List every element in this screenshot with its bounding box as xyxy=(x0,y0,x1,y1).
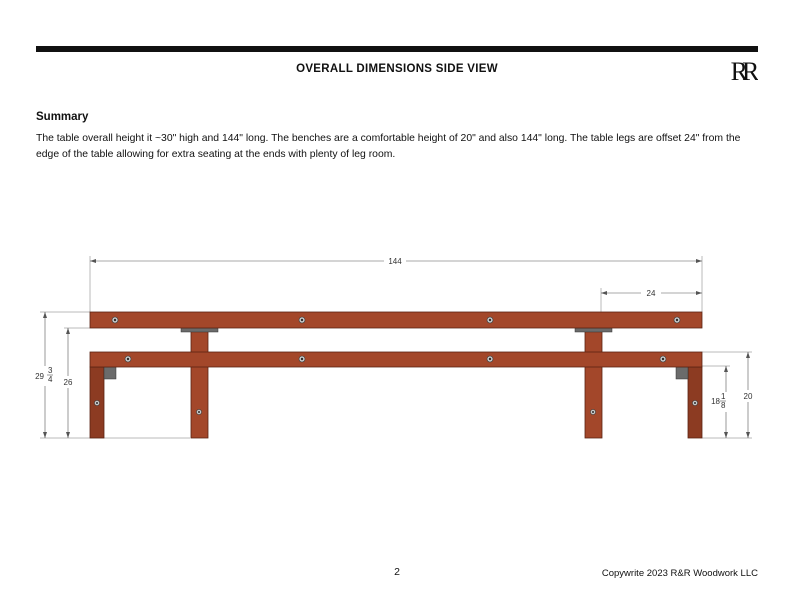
bench-top xyxy=(90,352,702,367)
bench-legs xyxy=(90,367,702,438)
bolt-icon xyxy=(674,317,680,323)
bench-height-whole: 18 xyxy=(711,397,720,406)
logo-text: RR xyxy=(730,57,754,86)
page-number: 2 xyxy=(394,566,400,578)
bolt-icon xyxy=(94,400,99,405)
table-height-whole: 29 xyxy=(35,372,44,381)
table-legs xyxy=(181,328,612,438)
bolt-icon xyxy=(196,409,201,414)
table-leg-height-label: 26 xyxy=(63,378,73,387)
bolt-icon xyxy=(660,356,666,362)
table-top xyxy=(90,312,702,328)
table-bracket-left xyxy=(181,328,218,332)
overall-length-dimension xyxy=(90,256,702,312)
bolt-icon xyxy=(487,356,493,362)
leg-offset-label: 24 xyxy=(646,289,656,298)
bolt-icon xyxy=(112,317,118,323)
table-leg-height-dimension xyxy=(64,328,90,438)
bench-height-frac-num: 1 xyxy=(721,392,726,401)
summary-heading: Summary xyxy=(36,111,89,123)
table-leg-left xyxy=(191,328,208,438)
bench-bracket-left xyxy=(104,367,116,379)
bolt-icon xyxy=(125,356,131,362)
bolt-icon xyxy=(299,317,305,323)
overall-length-label: 144 xyxy=(388,257,402,266)
table-height-frac-num: 3 xyxy=(48,366,53,375)
bolt-icon xyxy=(299,356,305,362)
table-bracket-right xyxy=(575,328,612,332)
page-title: OVERALL DIMENSIONS SIDE VIEW xyxy=(296,63,498,75)
bolt-icon xyxy=(487,317,493,323)
header-rule xyxy=(36,46,758,52)
bench-height-frac-den: 8 xyxy=(721,401,726,410)
summary-text: The table overall height it ~30" high and 144" long. The benches are a comfortable height of 20" and also 144" long. The table legs are offset 24" from the edge of the table allowing for extra seating at the ends with plenty of leg room. xyxy=(36,133,741,160)
bench-height-label: 20 xyxy=(743,392,753,401)
table-leg-right xyxy=(585,328,602,438)
side-view-drawing xyxy=(0,240,794,460)
rr-monogram-icon xyxy=(726,56,758,86)
table-height-frac-den: 4 xyxy=(48,375,53,384)
bolt-icon xyxy=(590,409,595,414)
bolt-icon xyxy=(692,400,697,405)
copyright-text: Copywrite 2023 R&R Woodwork LLC xyxy=(601,568,758,579)
bench-height-dimension xyxy=(702,352,753,438)
leg-bolts xyxy=(94,400,697,414)
bench-bracket-right xyxy=(676,367,688,379)
